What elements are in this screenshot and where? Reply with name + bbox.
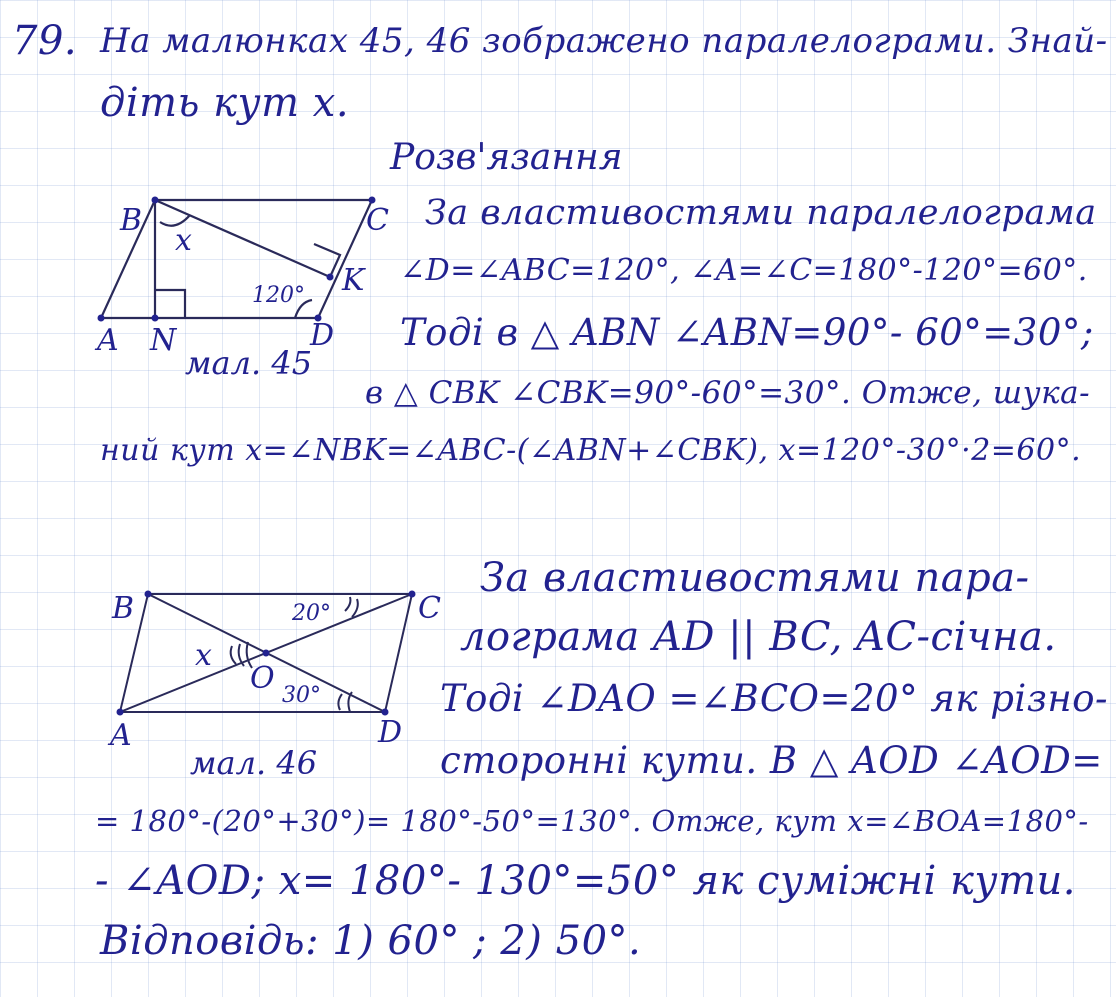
solution-2-line-4: сторонні кути. В △ AOD ∠AOD= bbox=[440, 739, 1103, 782]
label-d-46: D bbox=[378, 715, 403, 750]
label-c-46: C bbox=[418, 591, 441, 626]
label-b-46: B bbox=[112, 591, 135, 626]
solution-1-line-3: Тоді в △ ABN ∠ABN=90°- 60°=30°; bbox=[400, 311, 1094, 354]
solution-1-line-5: ний кут x=∠NBK=∠ABC-(∠ABN+∠CBK), x=120°-30°·2=60°. bbox=[100, 433, 1082, 468]
angle-arcs-30 bbox=[338, 692, 352, 712]
label-d-45: D bbox=[310, 318, 335, 353]
label-c-45: C bbox=[366, 203, 389, 238]
label-a-45: A bbox=[97, 323, 119, 358]
label-n-45: N bbox=[150, 323, 177, 358]
solution-2-line-6: - ∠AOD; x= 180°- 130°=50° як суміжні кути. bbox=[95, 858, 1076, 904]
solution-1-line-4: в △ CBK ∠CBK=90°-60°=30°. Отже, шука- bbox=[365, 375, 1091, 411]
label-o-46: O bbox=[250, 661, 275, 696]
caption-figure-46: мал. 46 bbox=[190, 744, 318, 782]
solution-2-line-3: Тоді ∠DAO =∠BCO=20° як різно- bbox=[440, 677, 1109, 720]
solution-1-line-1: За властивостями паралелограма bbox=[425, 193, 1097, 233]
solution-2-line-5: = 180°-(20°+30°)= 180°-50°=130°. Отже, кут x=∠BOA=180°- bbox=[95, 804, 1089, 838]
solution-1-line-2: ∠D=∠ABC=120°, ∠A=∠C=180°-120°=60°. bbox=[400, 253, 1088, 288]
caption-figure-45: мал. 45 bbox=[185, 344, 313, 382]
solution-2-line-2: лограма AD || BC, AC-січна. bbox=[460, 614, 1057, 660]
solution-title: Розв'язання bbox=[390, 137, 623, 178]
solution-2-line-1: За властивостями пара- bbox=[480, 555, 1030, 601]
answer-line: Відповідь: 1) 60° ; 2) 50°. bbox=[100, 918, 642, 964]
label-30-46: 30° bbox=[282, 683, 321, 708]
label-k-45: K bbox=[342, 263, 365, 298]
angle-arcs-x bbox=[231, 642, 252, 668]
problem-text-line-1: На малюнках 45, 46 зображено паралелограми. Знай- bbox=[100, 21, 1108, 61]
label-20-46: 20° bbox=[292, 601, 331, 626]
label-b-45: B bbox=[120, 203, 143, 238]
label-a-46: A bbox=[110, 718, 132, 753]
problem-text-line-2: діть кут x. bbox=[100, 80, 350, 126]
label-120-45: 120° bbox=[252, 283, 305, 308]
label-x-45: x bbox=[175, 223, 192, 258]
angle-arcs-20 bbox=[345, 597, 358, 617]
problem-number: 79. bbox=[12, 18, 78, 64]
label-x-46: x bbox=[195, 638, 212, 673]
